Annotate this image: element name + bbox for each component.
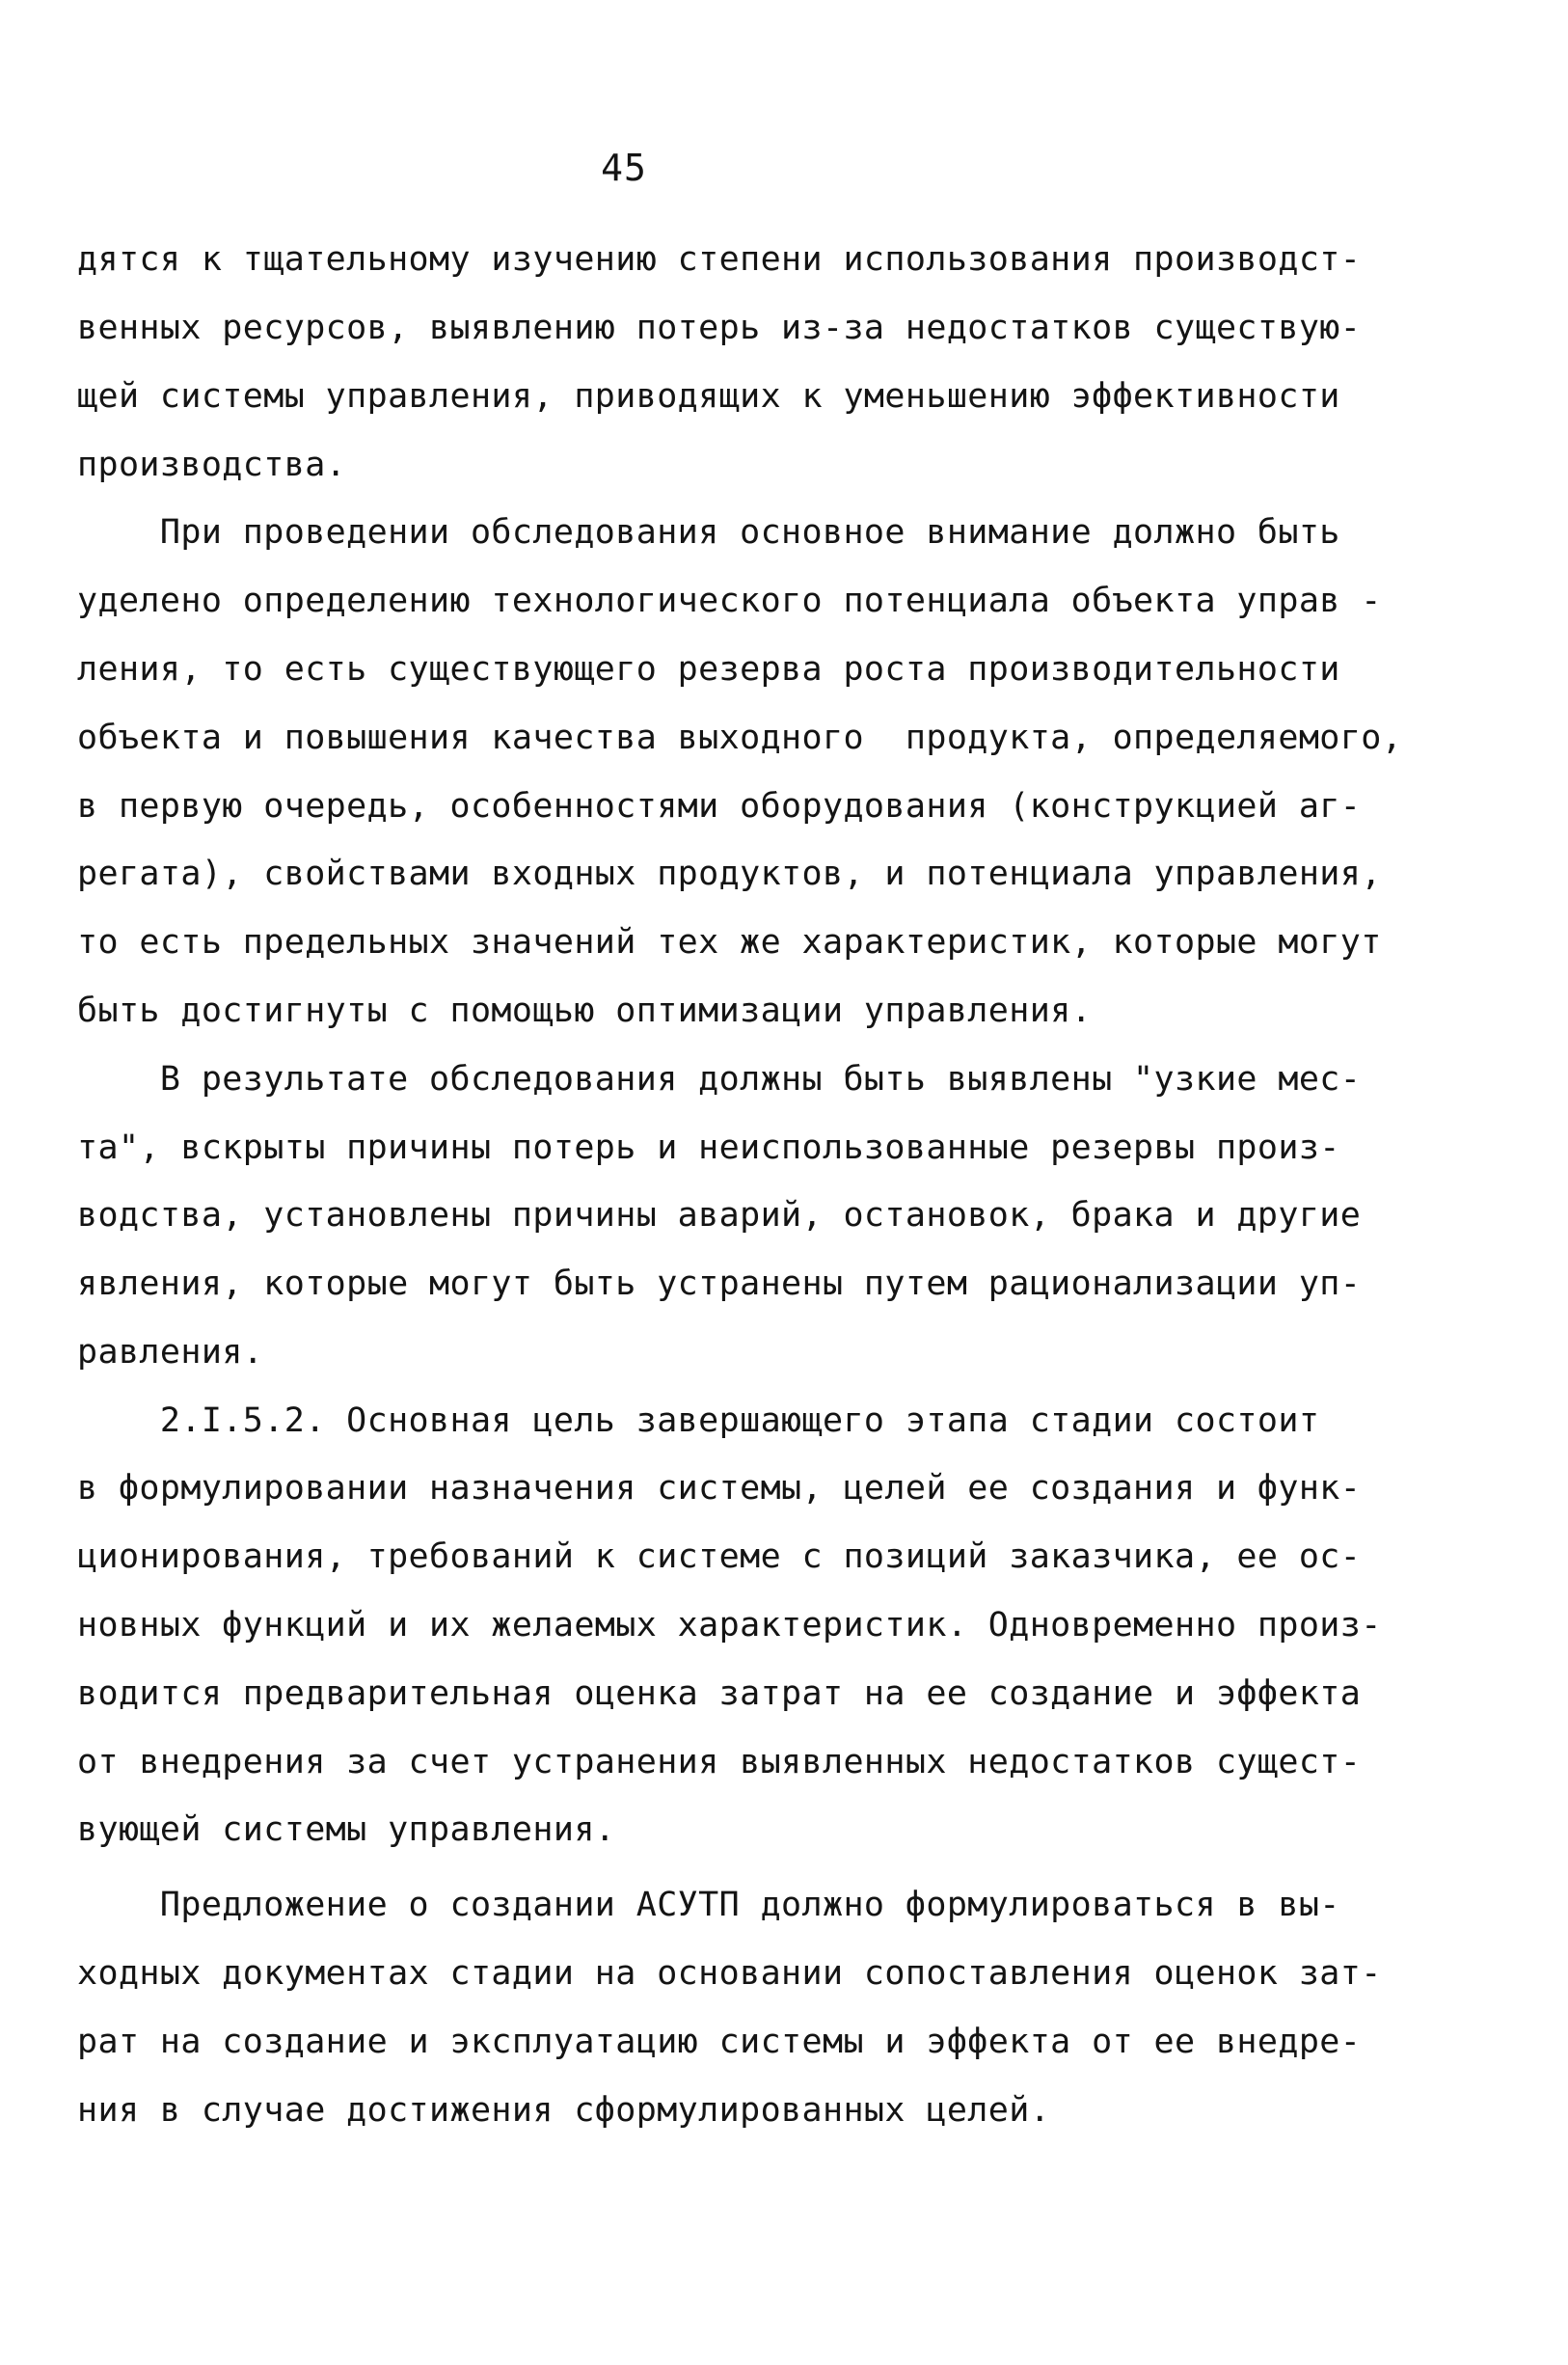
text-line: щей системы управления, приводящих к уменьшению эффективности (77, 377, 1340, 416)
text-line: рат на создание и эксплуатацию системы и эффекта от ее внедре- (77, 2023, 1362, 2061)
text-line: Предложение о создании АСУТП должно формулироваться в вы- (77, 1886, 1340, 1924)
page-number: 45 (601, 147, 647, 189)
text-line: явления, которые могут быть устранены путем рационализации уп- (77, 1264, 1362, 1303)
text-line: водится предварительная оценка затрат на ее создание и эффекта (77, 1674, 1362, 1713)
text-line: производства. (77, 446, 347, 484)
text-line: ходных документах стадии на основании сопоставления оценок зат- (77, 1954, 1382, 1993)
text-line: в первую очередь, особенностями оборудования (конструкцией аг- (77, 787, 1362, 826)
text-line: 2.I.5.2. Основная цель завершающего этапа стадии состоит (77, 1401, 1320, 1440)
text-line: венных ресурсов, выявлению потерь из-за недостатков существую- (77, 309, 1362, 347)
text-line: в формулировании назначения системы, целей ее создания и функ- (77, 1469, 1362, 1508)
text-line: равления. (77, 1333, 264, 1372)
text-line: В результате обследования должны быть выявлены "узкие мес- (77, 1060, 1362, 1099)
text-line: При проведении обследования основное внимание должно быть (77, 513, 1340, 552)
text-line: ционирования, требований к системе с позиций заказчика, ее ос- (77, 1537, 1362, 1576)
text-line: дятся к тщательному изучению степени использования производст- (77, 240, 1362, 279)
text-line: то есть предельных значений тех же характеристик, которые могут (77, 923, 1382, 962)
text-line: от внедрения за счет устранения выявленных недостатков сущест- (77, 1743, 1362, 1781)
text-line: быть достигнуты с помощью оптимизации управления. (77, 992, 1093, 1030)
text-line: та", вскрыты причины потерь и неиспользованные резервы произ- (77, 1128, 1340, 1167)
text-line: водства, установлены причины аварий, остановок, брака и другие (77, 1196, 1362, 1235)
text-line: ния в случае достижения сформулированных целей. (77, 2091, 1051, 2130)
text-line: новных функций и их желаемых характеристик. Одновременно произ- (77, 1606, 1382, 1645)
text-line: уделено определению технологического потенциала объекта управ - (77, 582, 1382, 620)
text-line: регата), свойствами входных продуктов, и потенциала управления, (77, 855, 1382, 893)
text-line: ления, то есть существующего резерва роста производительности (77, 650, 1340, 689)
text-line: объекта и повышения качества выходного продукта, определяемого, (77, 719, 1403, 757)
text-line: вующей системы управления. (77, 1810, 616, 1849)
